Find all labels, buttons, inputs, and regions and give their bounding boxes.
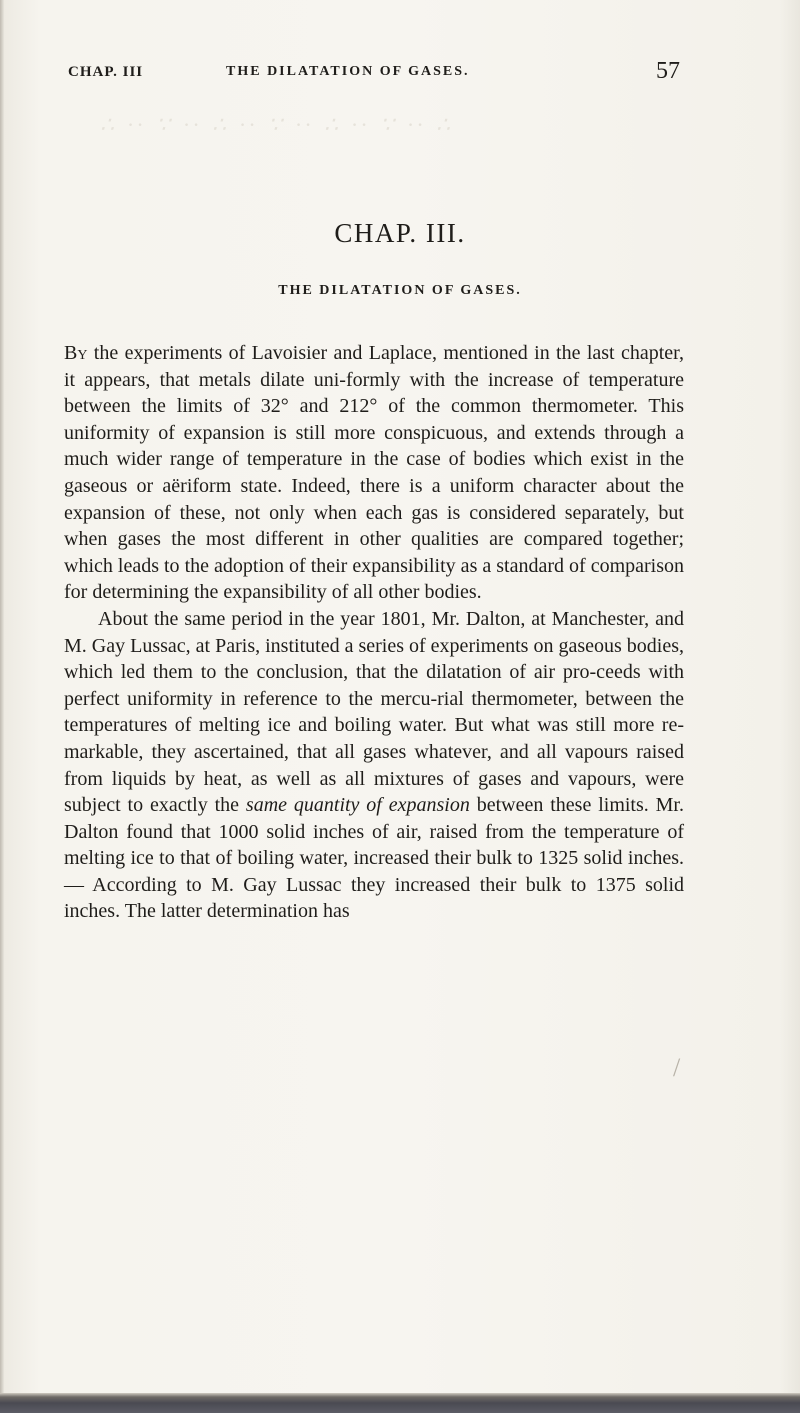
running-head — [68, 58, 680, 88]
bleed-through-text: ∴ ·· ∵ ·· ∴ ·· ∵ ·· ∴ ·· ∵ ·· ∴ — [100, 112, 454, 137]
paragraph-2 — [64, 606, 684, 925]
chapter-title: CHAP. III. — [334, 218, 466, 248]
page-bottom-edge — [0, 1393, 800, 1413]
paragraph-2-text-a: About the same period in the year 1801, Mr. Dalton, at Manchester, and M. Gay Lussac, at Paris, instituted a series of experiments on gaseous bodies, which led them to the conclusion, that the dilatation of air pro-ceeds with perfect uniformity in reference to the mercu-rial thermometer, between the temperatures of melting ice and boiling water. But what was still more re-markable, they ascertained, that all gases whatever, and all vapours raised from liquids by heat, as well as all mixtures of gases and vapours, were subject to exactly the — [64, 607, 684, 817]
running-head-title: THE DILATATION OF GASES. — [226, 64, 470, 79]
paragraph-2-text-b: between these limits. Mr. Dalton found that 1000 solid inches of air, raised from the temperature of melting ice to that of boiling water, increased their bulk to 1325 solid inches. — According to M. Gay Lussac they increased their bulk to 1375 solid inches. The latter determination has — [64, 794, 684, 923]
page-number: 57 — [656, 58, 680, 84]
stray-mark: / — [673, 1053, 681, 1082]
paragraph-1-text: the experiments of Lavoisier and Laplace, mentioned in the last chapter, it appears, that metals dilate uni-formly with the increase of temperature between the limits of 32° and 212° of the common thermometer. This uniformity of expansion is still more conspicuous, and extends through a much wider range of temperature in the case of bodies which exist in the gaseous or aëriform state. Indeed, there is a uniform character about the expansion of these, not only when each gas is considered separately, but when gases the most different in other qualities are compared together; which leads to the adoption of their expansibility as a standard of comparison for determining the expansibility of all other bodies. — [64, 342, 684, 604]
page-left-edge — [0, 0, 4, 1413]
section-title: THE DILATATION OF GASES. — [278, 283, 522, 298]
body-text — [64, 340, 684, 925]
paragraph-2-italic: same quantity of expansion — [245, 794, 470, 817]
paragraph-1 — [64, 340, 684, 606]
paragraph-1-lead: By — [64, 342, 88, 364]
running-head-chapter: CHAP. III — [68, 64, 144, 80]
